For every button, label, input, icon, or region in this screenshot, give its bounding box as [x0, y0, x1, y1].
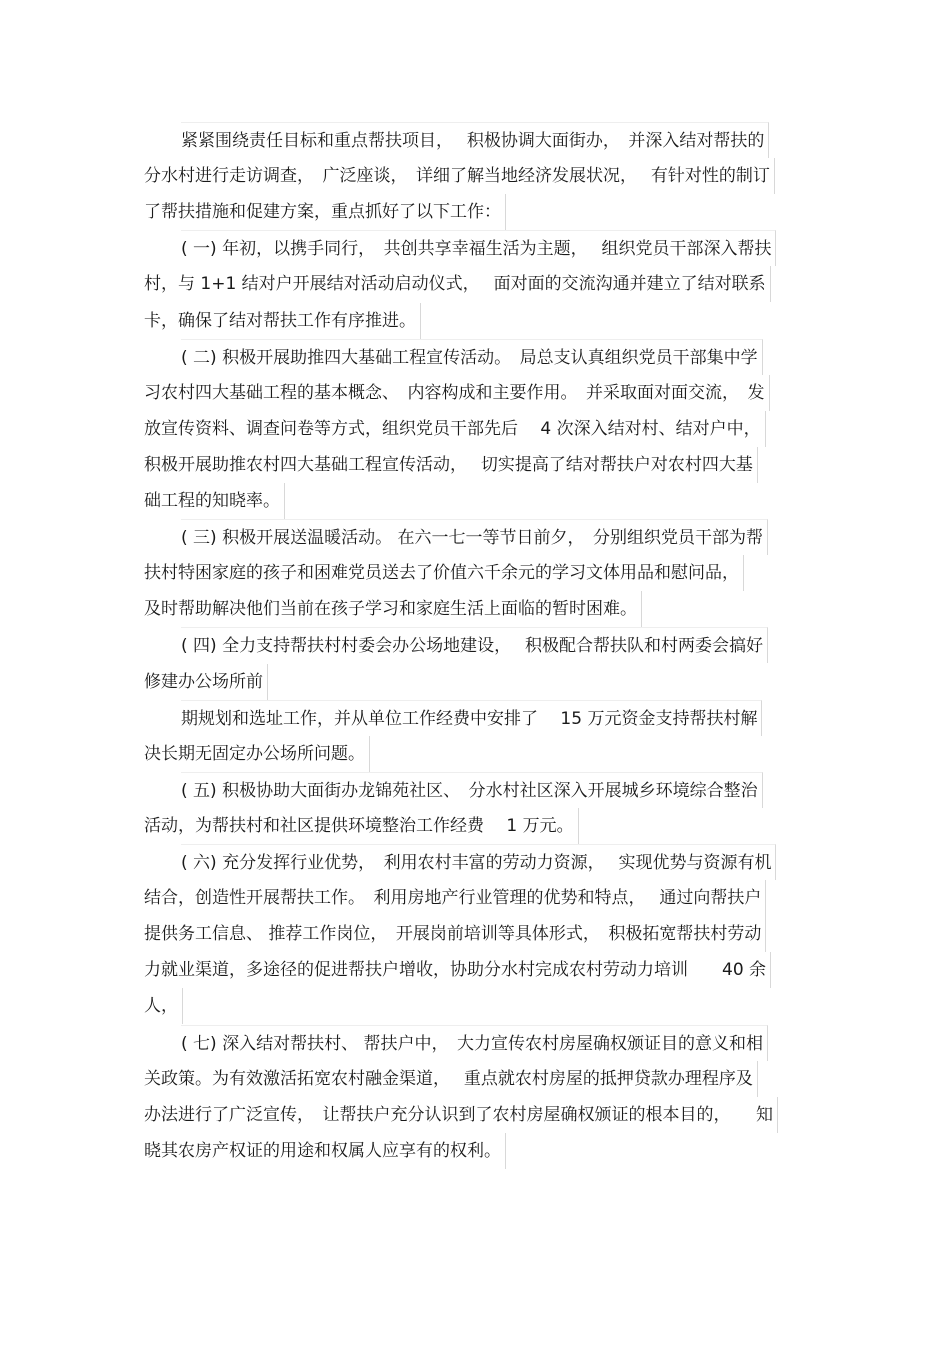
text-line [144, 266, 804, 302]
text-line-content: 及时帮助解决他们当前在孩子学习和家庭生活上面临的暂时困难。 [144, 591, 642, 627]
text-line [144, 230, 804, 266]
text-line-content: 卡，确保了结对帮扶工作有序推进。 [144, 303, 421, 339]
text-line-content: 了帮扶措施和促建方案，重点抓好了以下工作： [144, 194, 506, 230]
text-line-content: 紧紧围绕责任目标和重点帮扶项目， 积极协调大面街办， 并深入结对帮扶的 [181, 122, 769, 158]
text-line [144, 339, 804, 375]
text-line-content: 活动，为帮扶村和社区提供环境整治工作经费 1 万元。 [144, 808, 579, 844]
text-line-content: 力就业渠道，多途径的促进帮扶户增收，协助分水村完成农村劳动力培训 40 余 [144, 952, 771, 988]
text-line-content: 办法进行了广泛宣传， 让帮扶户充分认识到了农村房屋确权颁证的根本目的， 知 [144, 1097, 778, 1133]
text-line [144, 483, 804, 519]
text-line [144, 736, 804, 772]
text-line-content: 提供务工信息、 推荐工作岗位， 开展岗前培训等具体形式， 积极拓宽帮扶村劳动 [144, 916, 766, 952]
text-line [144, 664, 804, 700]
text-line-content: 习农村四大基础工程的基本概念、 内容构成和主要作用。 并采取面对面交流， 发 [144, 375, 770, 411]
text-line [144, 1097, 804, 1133]
text-line [144, 447, 804, 483]
text-line-content: ( 一) 年初，以携手同行， 共创共享幸福生活为主题， 组织党员干部深入帮扶 [181, 230, 776, 266]
text-line-content: ( 四) 全力支持帮扶村村委会办公场地建设， 积极配合帮扶队和村两委会搞好 [181, 627, 768, 663]
text-line [144, 700, 804, 736]
text-line-content: ( 五) 积极协助大面街办龙锦苑社区、 分水村社区深入开展城乡环境综合整治 [181, 772, 763, 808]
text-line-content: 修建办公场所前 [144, 664, 268, 700]
text-line [144, 844, 804, 880]
text-line-content: 晓其农房产权证的用途和权属人应享有的权利。 [144, 1133, 506, 1169]
text-line-content: 村，与 1+1 结对户开展结对活动启动仪式， 面对面的交流沟通并建立了结对联系 [144, 266, 771, 302]
text-line [144, 519, 804, 555]
text-line [144, 411, 804, 447]
text-line [144, 158, 804, 194]
text-line-content: ( 二) 积极开展助推四大基础工程宣传活动。 局总支认真组织党员干部集中学 [181, 339, 763, 375]
text-line-content: ( 六) 充分发挥行业优势， 利用农村丰富的劳动力资源， 实现优势与资源有机 [181, 844, 776, 880]
text-line [144, 988, 804, 1024]
text-line-content: 结合，创造性开展帮扶工作。 利用房地产行业管理的优势和特点， 通过向帮扶户 [144, 880, 766, 916]
text-line [144, 122, 804, 158]
text-line [144, 1133, 804, 1169]
text-line [144, 880, 804, 916]
text-line [144, 772, 804, 808]
text-line-content: 积极开展助推农村四大基础工程宣传活动， 切实提高了结对帮扶户对农村四大基 [144, 447, 758, 483]
text-line [144, 1061, 804, 1097]
text-line [144, 916, 804, 952]
text-line-content: 础工程的知晓率。 [144, 483, 285, 519]
text-line-content: 关政策。为有效激活拓宽农村融金渠道， 重点就农村房屋的抵押贷款办理程序及 [144, 1061, 758, 1097]
text-line [144, 375, 804, 411]
text-line-content: 人， [144, 988, 183, 1024]
text-line [144, 303, 804, 339]
text-line-content: ( 三) 积极开展送温暖活动。 在六一七一等节日前夕， 分别组织党员干部为帮 [181, 519, 768, 555]
text-line [144, 952, 804, 988]
text-line-content: 决长期无固定办公场所问题。 [144, 736, 370, 772]
text-line-content: ( 七) 深入结对帮扶村、 帮扶户中， 大力宣传农村房屋确权颁证目的意义和相 [181, 1025, 768, 1061]
text-line [144, 808, 804, 844]
text-line-content: 放宣传资料、调查问卷等方式，组织党员干部先后 4 次深入结对村、结对户中， [144, 411, 766, 447]
text-line-content: 分水村进行走访调查， 广泛座谈， 详细了解当地经济发展状况， 有针对性的制订 [144, 158, 775, 194]
text-line [144, 194, 804, 230]
text-line [144, 627, 804, 663]
text-line-content: 期规划和选址工作，并从单位工作经费中安排了 15 万元资金支持帮扶村解 [181, 700, 762, 736]
text-line-content: 扶村特困家庭的孩子和困难党员送去了价值六千余元的学习文体用品和慰问品， [144, 555, 744, 591]
text-line [144, 591, 804, 627]
text-line [144, 1025, 804, 1061]
text-line [144, 555, 804, 591]
